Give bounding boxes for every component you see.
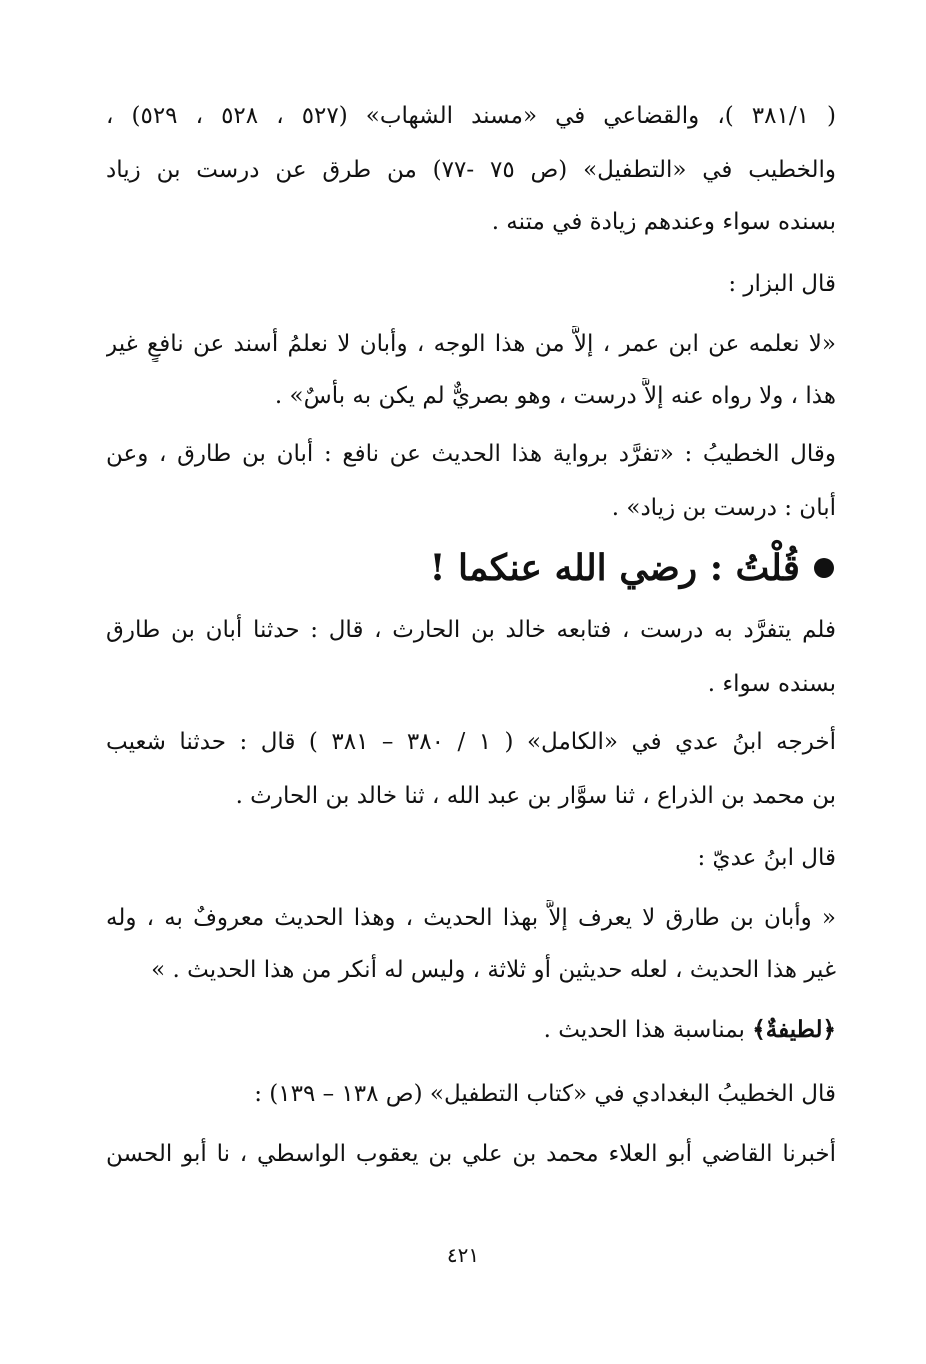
text-line-2: والخطيب في «التطفيل» (ص ٧٥ -٧٧) من طرق عن درست بن زياد <box>106 157 836 183</box>
text-line-3: بسنده سواء وعندهم زيادة في متنه . <box>491 209 836 235</box>
text-line-13: قال ابنُ عديّ : <box>697 845 836 871</box>
text-line-4: قال البزار : <box>728 271 836 297</box>
text-line-17: أخبرنا القاضي أبو العلاء محمد بن علي بن يعقوب الواسطي ، نا أبو الحسن <box>106 1141 836 1167</box>
heading-text: قُلْتُ : رضي الله عنكما ! <box>429 547 800 589</box>
latifa-text: بمناسبة هذا الحديث . <box>543 1017 745 1043</box>
text-line-5: «لا نعلمه عن ابن عمر ، إلاَّ من هذا الوجه ، وأبان لا نعلمُ أسند عن نافعٍ غير <box>106 331 836 357</box>
text-line-11: أخرجه ابنُ عدي في «الكامل» ( ١ / ٣٨٠ – ٣٨١ ) قال : حدثنا شعيب <box>106 729 836 755</box>
text-line-9: فلم يتفرَّد به درست ، فتابعه خالد بن الحارث ، قال : حدثنا أبان بن طارق <box>106 617 836 643</box>
text-line-16: قال الخطيبُ البغدادي في «كتاب التطفيل» (ص ١٣٨ – ١٣٩) : <box>254 1081 836 1107</box>
text-line-7: وقال الخطيبُ : «تفرَّد برواية هذا الحديث عن نافع : أبان بن طارق ، وعن <box>106 441 836 467</box>
text-line-10: بسنده سواء . <box>707 671 836 697</box>
text-line-8: أبان : درست بن زياد» . <box>611 495 836 521</box>
text-line-12: بن محمد بن الذراع ، ثنا سوَّار بن عبد الله ، ثنا خالد بن الحارث . <box>235 783 836 809</box>
text-line-15: غير هذا الحديث ، لعله حديثين أو ثلاثة ، وليس له أنكر من هذا الحديث . » <box>151 957 836 983</box>
section-heading <box>430 540 834 596</box>
latifa-label: ﴿لطيفةٌ﴾ <box>752 1016 836 1043</box>
text-line-6: هذا ، ولا رواه عنه إلاَّ درست ، وهو بصريٌّ لم يكن به بأسٌ» . <box>274 383 836 409</box>
latifa-line <box>106 1012 836 1048</box>
bullet-icon <box>814 558 834 578</box>
text-line-14: « وأبان بن طارق لا يعرف إلاَّ بهذا الحديث ، وهذا الحديث معروفٌ به ، وله <box>106 905 836 931</box>
text-line-1: ( ٣٨١/١ )، والقضاعي في «مسند الشهاب» (٥٢٧ ، ٥٢٨ ، ٥٢٩) ، <box>106 103 836 129</box>
page-number: ٤٢١ <box>446 1243 480 1267</box>
